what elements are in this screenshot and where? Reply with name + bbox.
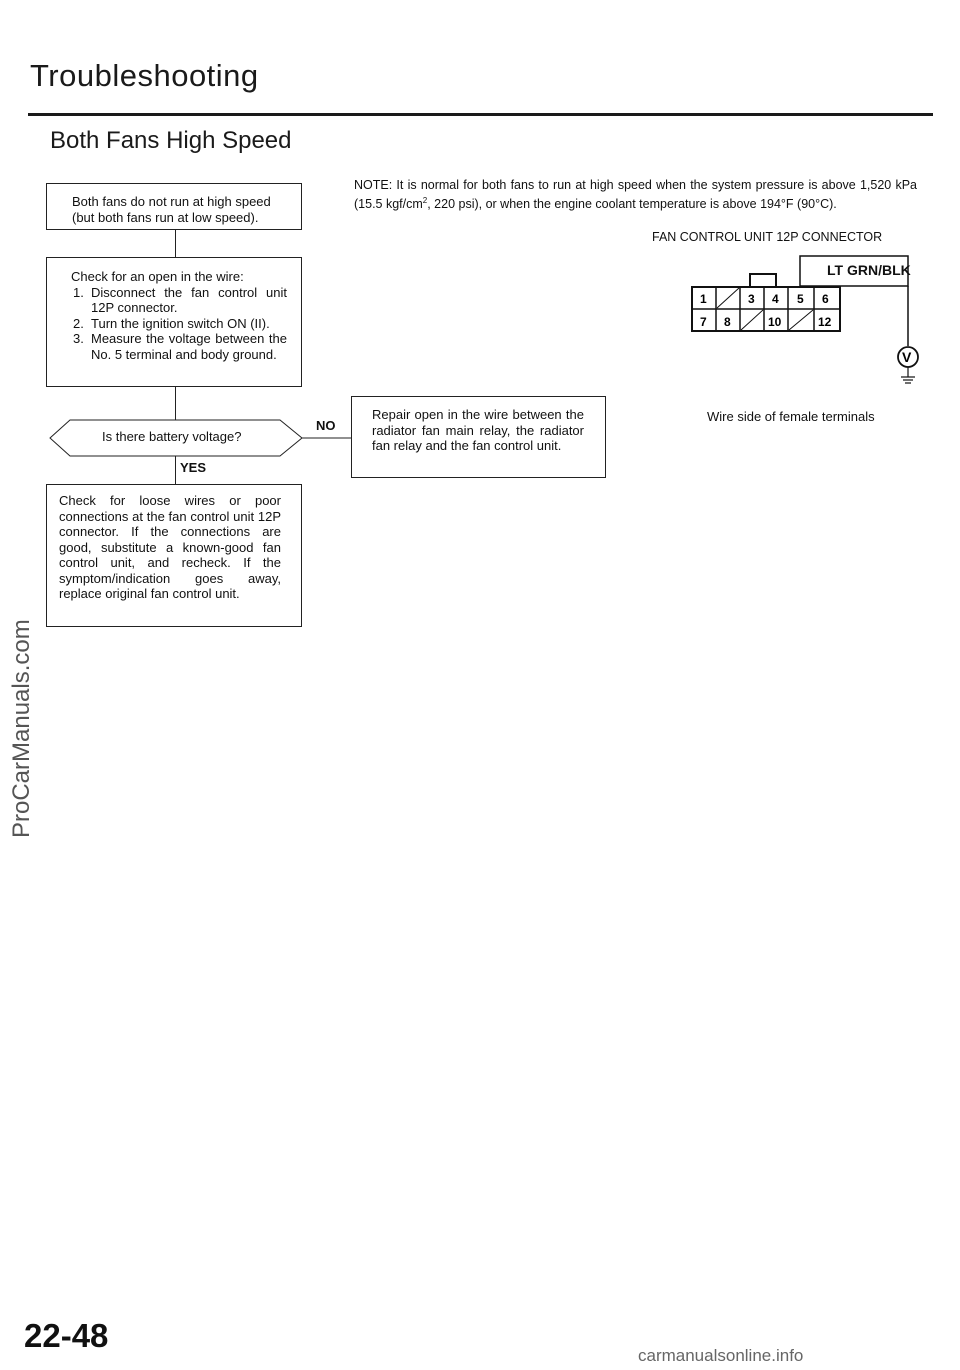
page-title: Troubleshooting <box>30 58 259 93</box>
check-step: 3. Measure the voltage between the No. 5 terminal and body ground. <box>73 331 287 362</box>
pin-12: 12 <box>818 315 832 329</box>
pin-3: 3 <box>748 292 755 306</box>
flow-connector <box>175 229 176 257</box>
repair-open-box <box>351 396 606 478</box>
check-steps-list <box>71 285 287 363</box>
check-loose-wires-box <box>46 484 302 627</box>
section-subtitle: Both Fans High Speed <box>50 127 292 154</box>
no-branch-label: NO <box>316 418 336 433</box>
voltmeter-symbol: V <box>902 349 912 365</box>
pin-4: 4 <box>772 292 779 306</box>
wire-color-label: LT GRN/BLK <box>827 262 911 278</box>
connector-title: FAN CONTROL UNIT 12P CONNECTOR <box>652 230 883 244</box>
pin-7: 7 <box>700 315 707 329</box>
symptom-box <box>46 183 302 230</box>
check-open-box <box>46 257 302 387</box>
check-step: 1. Disconnect the fan control unit 12P connector. <box>73 284 287 315</box>
flow-connector <box>175 386 176 421</box>
title-rule <box>28 113 933 116</box>
repair-open-text: Repair open in the wire between the radiator fan main relay, the radiator fan relay and the fan control unit. <box>372 407 584 453</box>
pin-5: 5 <box>797 292 804 306</box>
pin-6: 6 <box>822 292 829 306</box>
check-loose-wires-text: Check for loose wires or poor connections at the fan control unit 12P connector. If the connections are good, substitute a known-good fan control unit, and recheck. If the symptom/indication goes away, replace original fan control unit. <box>59 493 281 601</box>
page-number: 22-48 <box>24 1317 109 1354</box>
pin-8: 8 <box>724 315 731 329</box>
symptom-text: Both fans do not run at high speed (but both fans run at low speed). <box>72 194 271 225</box>
yes-branch-label: YES <box>180 460 207 475</box>
check-step: 2. Turn the ignition switch ON (II). <box>73 315 270 331</box>
flow-connector <box>175 456 176 484</box>
side-watermark: ProCarManuals.com <box>8 619 35 838</box>
check-intro: Check for an open in the wire: <box>71 269 244 284</box>
connector-diagram <box>680 250 930 390</box>
pin-10: 10 <box>768 315 782 329</box>
pin-1: 1 <box>700 292 707 306</box>
footer-site: carmanualsonline.info <box>638 1346 804 1365</box>
connector-caption: Wire side of female terminals <box>707 409 875 424</box>
decision-question: Is there battery voltage? <box>102 429 242 444</box>
note-text: NOTE: It is normal for both fans to run at high speed when the system pressure is above 1,520 kPa (15.5 kgf/$cm^2$, 220 psi), or when the engine coolant temperature is above 194°F (90°C). <box>354 178 917 212</box>
